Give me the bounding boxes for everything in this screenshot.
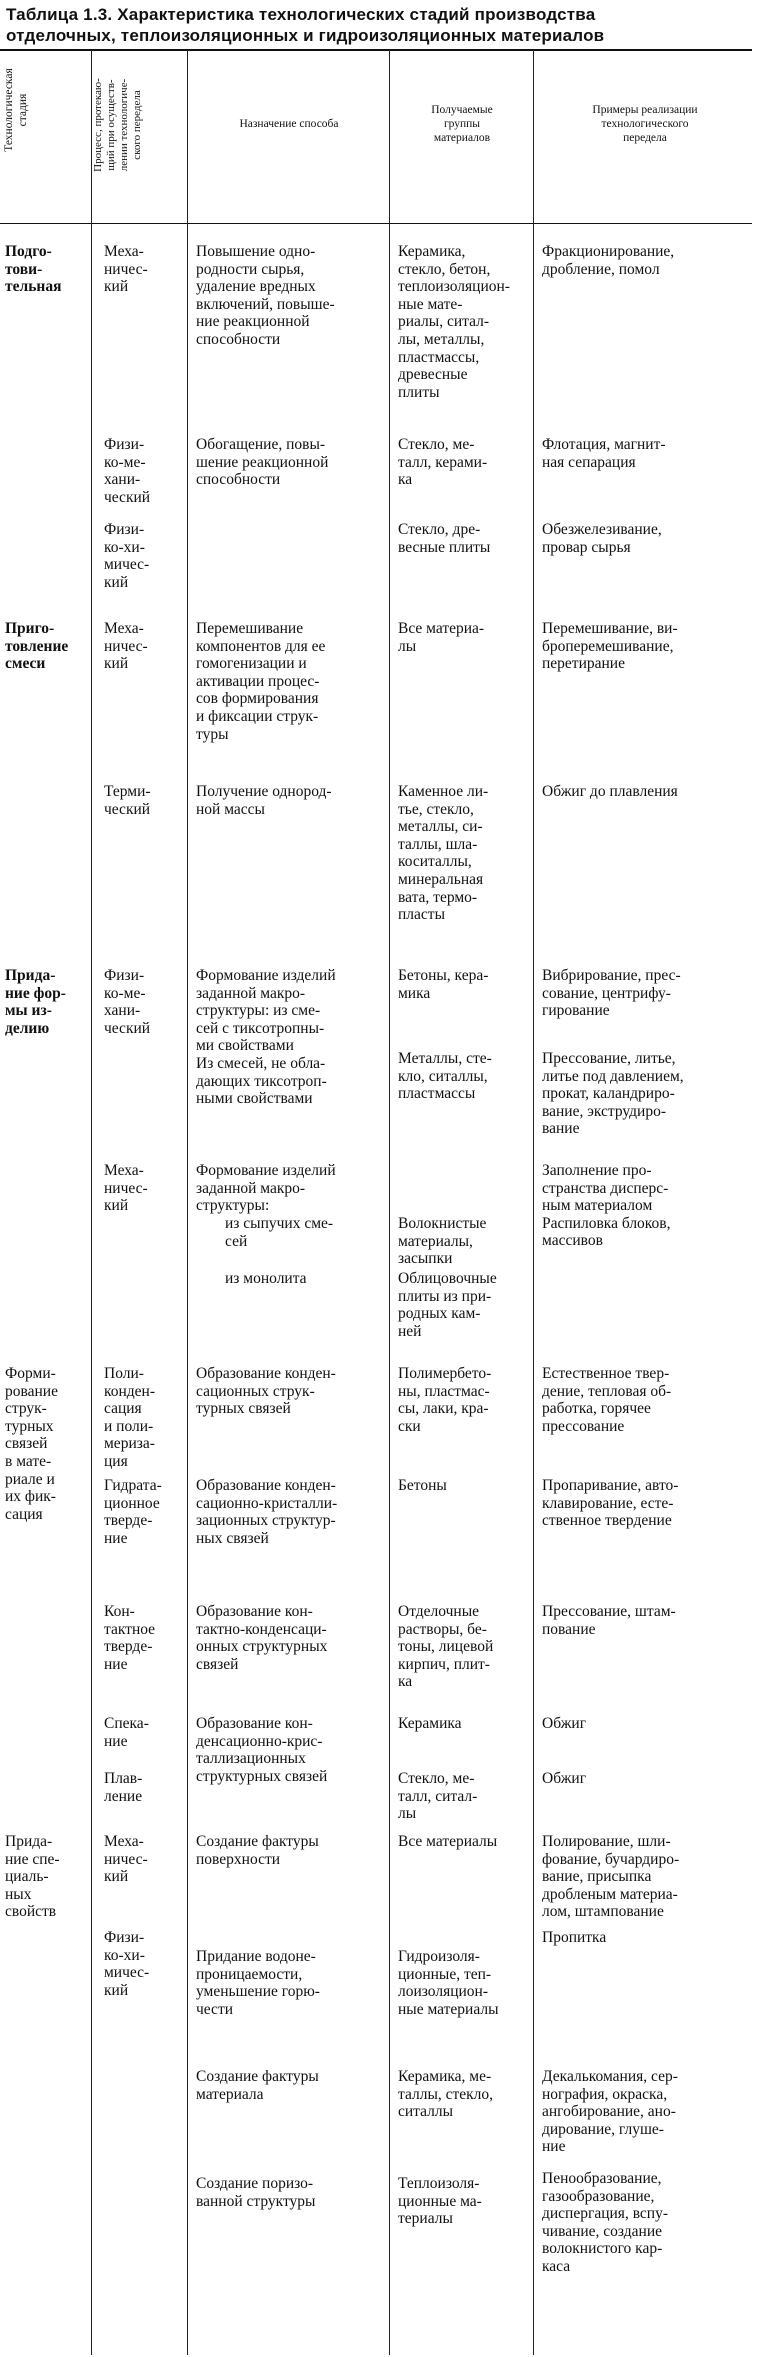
- examples-cell: Обжиг: [542, 1715, 587, 1732]
- examples-cell: Декалькомания, сер- нография, окраска, ангобирование, ано- дирование, глуше- ние: [542, 2068, 678, 2156]
- groups-cell: Металлы, сте- кло, ситаллы, пластмассы: [398, 1050, 492, 1103]
- purpose-cell: Формование изделий заданной макро- структуры:: [196, 1162, 336, 1215]
- process-cell: Терми- ческий: [104, 783, 151, 818]
- groups-cell: Отделочные растворы, бе- тоны, лицевой кирпич, плит- ка: [398, 1603, 494, 1691]
- process-cell: Физи- ко-ме- хани- ческий: [104, 967, 151, 1037]
- stage-cell: Прида- ние спе- циаль- ных свойств: [5, 1833, 60, 1921]
- process-cell: Физи- ко-хи- мичес- кий: [104, 521, 150, 591]
- groups-cell: Бетоны, кера- мика: [398, 967, 489, 1002]
- process-cell: Спека- ние: [104, 1715, 149, 1750]
- groups-cell: Керамика, стекло, бетон, теплоизоляцион- ные матe- риалы, ситал- лы, металлы, пластмассы, древесные плиты: [398, 243, 510, 401]
- header-stage: Технологическая стадия: [3, 68, 29, 152]
- process-cell: Физи- ко-хи- мичес- кий: [104, 1929, 150, 1999]
- groups-cell: Полимербето- ны, пластмас- сы, лаки, кра- ски: [398, 1365, 492, 1435]
- groups-cell: Теплоизоля- ционные ма- териалы: [398, 2175, 482, 2228]
- process-cell: Физи- ко-ме- хани- ческий: [104, 436, 151, 506]
- examples-cell: Пенообразование, газообразование, диспергация, вспу- чивание, создание волокнистого кар- каса: [542, 2170, 669, 2275]
- process-cell: Меха- ничес- кий: [104, 620, 148, 673]
- purpose-cell: Формование изделий заданной макро- структуры: из сме- сей с тиксотропны- ми свойствами Из смесей, не обла- дающих тиксотроп- ными свойствами: [196, 967, 336, 1108]
- process-cell: Кон- тактное тверде- ние: [104, 1603, 156, 1673]
- groups-cell: Все материалы: [398, 1833, 498, 1850]
- groups-cell: Стекло, ме- талл, керами- ка: [398, 436, 488, 489]
- process-cell: Поли- конден- сация и поли- мериза- ция: [104, 1365, 156, 1470]
- groups-cell: Гидроизоля- ционные, теп- лоизоляцион- ные материалы: [398, 1948, 499, 2018]
- examples-cell: Обжиг до плавления: [542, 783, 678, 800]
- column-divider-1: [91, 50, 92, 2355]
- examples-cell: Прессование, штам- пование: [542, 1603, 676, 1638]
- examples-cell: Полирование, шли- фование, бучардиро- вание, присыпка дробленым материа- лом, штампование: [542, 1833, 680, 1921]
- examples-cell: Перемешивание, ви- броперемешивание, перетирание: [542, 620, 678, 673]
- stage-cell: Прида- ние фор- мы из- делию: [5, 967, 66, 1037]
- examples-cell: Пропитка: [542, 1929, 607, 1946]
- process-cell: Меха- ничес- кий: [104, 243, 148, 296]
- examples-cell: Вибрирование, прес- сование, центрифу- гирование: [542, 967, 681, 1020]
- groups-cell: Волокнистые материалы, засыпки: [398, 1215, 487, 1268]
- purpose-cell: Создание фактуры поверхности: [196, 1833, 319, 1868]
- examples-cell: Естественное твер- дение, тепловая об- работка, горячее прессование: [542, 1365, 672, 1435]
- groups-cell: Бетоны: [398, 1477, 447, 1494]
- groups-cell: Каменное ли- тье, стекло, металлы, си- таллы, шла- коситаллы, минеральная вата, термо- пласты: [398, 783, 489, 924]
- column-divider-2: [187, 50, 188, 2355]
- examples-cell: Обезжелезивание, провар сырья: [542, 521, 662, 556]
- purpose-cell: из монолита: [225, 1270, 307, 1287]
- stage-cell: Приго- товление смеси: [5, 620, 69, 673]
- examples-cell: Заполнение про- странства дисперс- ным материалом Распиловка блоков, массивов: [542, 1162, 671, 1250]
- stage-cell: Форми- рование струк- турных связей в мате- риале и их фик- сация: [5, 1365, 58, 1523]
- groups-cell: Облицовочные плиты из при- родных кам- ней: [398, 1270, 497, 1340]
- purpose-cell: Образование кон- тактно-конденсаци- онных структурных связей: [196, 1603, 328, 1673]
- examples-cell: Пропаривание, авто- клавирование, есте- ственное твердение: [542, 1477, 679, 1530]
- header-groups: Получаемые группы материалов: [431, 104, 493, 144]
- examples-cell: Флотация, магнит- ная сепарация: [542, 436, 666, 471]
- process-cell: Плав- ление: [104, 1770, 143, 1805]
- groups-cell: Керамика: [398, 1715, 462, 1732]
- column-divider-4: [533, 50, 534, 2355]
- groups-cell: Стекло, ме- талл, ситал- лы: [398, 1770, 478, 1823]
- examples-cell: Обжиг: [542, 1770, 587, 1787]
- examples-cell: Прессование, литье, литье под давлением, прокат, каландриро- вание, экструдиро- вание: [542, 1050, 684, 1138]
- table-title-line-2: отделочных, теплоизоляционных и гидроизоляционных материалов: [6, 26, 605, 45]
- purpose-cell: Образование конден- сационных струк- турных связей: [196, 1365, 336, 1418]
- process-cell: Меха- ничес- кий: [104, 1162, 148, 1215]
- header-purpose: Назначение способа: [239, 118, 339, 130]
- purpose-cell: Образование конден- сационно-кристалли- зационных структур- ных связей: [196, 1477, 338, 1547]
- header-process: Процесс, протекаю- щий при осуществ- лении технологиче- ского передела: [92, 78, 143, 172]
- purpose-cell: Повышение одно- родности сырья, удаление вредных включений, повыше- ние реакционной способности: [196, 243, 335, 348]
- groups-cell: Все материа- лы: [398, 620, 485, 655]
- column-divider-3: [389, 50, 390, 2355]
- purpose-cell: Получение однород- ной массы: [196, 783, 332, 818]
- purpose-cell: Обогащение, повы- шение реакционной способности: [196, 436, 329, 489]
- table-header-rule: [0, 223, 752, 224]
- purpose-cell: Перемешивание компонентов для ее гомогенизации и активации процес- сов формирования и фиксации струк- туры: [196, 620, 326, 743]
- purpose-cell: Создание фактуры материала: [196, 2068, 319, 2103]
- table-title: [6, 4, 746, 46]
- groups-cell: Керамика, ме- таллы, стекло, ситаллы: [398, 2068, 494, 2121]
- purpose-cell: Создание поризо- ванной структуры: [196, 2175, 316, 2210]
- process-cell: Меха- ничес- кий: [104, 1833, 148, 1886]
- purpose-cell: из сыпучих сме- сей: [225, 1215, 334, 1250]
- table-title-line-1: Таблица 1.3. Характеристика технологических стадий производства: [6, 5, 596, 24]
- process-cell: Гидрата- ционное тверде- ние: [104, 1477, 162, 1547]
- groups-cell: Стекло, дре- весные плиты: [398, 521, 491, 556]
- stage-cell: Подго- тови- тельная: [5, 243, 62, 296]
- purpose-cell: Придание водоне- проницаемости, уменьшение горю- чести: [196, 1948, 320, 2018]
- examples-cell: Фракционирование, дробление, помол: [542, 243, 675, 278]
- purpose-cell: Образование кон- денсационно-крис- таллизационных структурных связей: [196, 1715, 328, 1785]
- header-examples: Примеры реализации технологического передела: [592, 104, 698, 144]
